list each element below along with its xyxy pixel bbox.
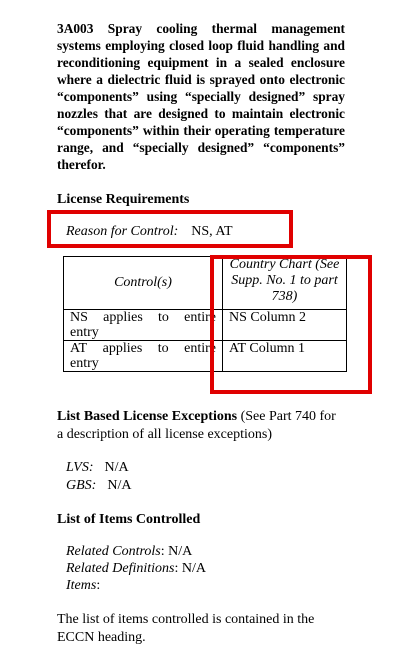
entry-word: entry	[70, 325, 99, 340]
controls-header-cell: Control(s)	[64, 257, 223, 310]
control-applies-line	[70, 341, 216, 356]
control-cell	[64, 310, 223, 341]
applies-word: applies	[102, 341, 143, 356]
items-controlled-title: List of Items Controlled	[57, 512, 201, 527]
items-footer-paragraph	[57, 611, 345, 647]
gbs-label: GBS:	[66, 478, 97, 493]
control-cell	[64, 341, 223, 372]
control-code: AT	[70, 341, 88, 356]
entry-word: entry	[70, 356, 99, 371]
to-word: to	[158, 310, 169, 325]
items-footer-line1	[57, 611, 345, 629]
entire-word: entire	[184, 310, 216, 325]
lvs-line	[66, 459, 129, 477]
gbs-value: N/A	[107, 478, 132, 493]
entire-word: entire	[184, 341, 216, 356]
control-code: NS	[70, 310, 88, 325]
items-suffix: :	[96, 578, 101, 593]
lvs-value: N/A	[104, 460, 129, 475]
control-applies-line	[70, 310, 216, 325]
country-chart-cell: NS Column 2	[223, 310, 347, 341]
items-footer-line1-text: The list of items controlled is contained in the	[57, 612, 315, 627]
lvs-label: LVS:	[66, 460, 94, 475]
reason-for-control-value: NS, AT	[191, 224, 233, 239]
license-exceptions-title-suffix: (See Part 740 for	[237, 409, 336, 424]
related-controls-label: Related Controls	[66, 544, 161, 559]
applies-word: applies	[103, 310, 143, 325]
reason-highlight-box	[47, 210, 293, 248]
related-controls-value: : N/A	[160, 544, 193, 559]
reason-for-control-label: Reason for Control:	[66, 224, 179, 239]
items-label: Items	[66, 578, 97, 593]
country-chart-header-cell: Country Chart (See Supp. No. 1 to part 738)	[223, 257, 347, 310]
related-definitions-line	[66, 560, 206, 578]
items-line	[66, 577, 100, 595]
eccn-heading-paragraph: 3A003 Spray cooling thermal management systems employing closed loop fluid handling and reconditioning equipment in a sealed enclosure where a dielectric fluid is sprayed onto electronic “components” using “specially designed” spray nozzles that are designed to maintain electronic “components” within their operating temperature range, and “specially designed” “components” therefor.	[57, 21, 345, 172]
related-controls-line	[66, 543, 192, 561]
items-footer-line2: ECCN heading.	[57, 630, 146, 645]
license-exceptions-line2: a description of all license exceptions)	[57, 427, 272, 442]
license-requirements-title: License Requirements	[57, 192, 190, 207]
license-exceptions-title: List Based License Exceptions	[57, 409, 238, 424]
country-chart-highlight-box	[210, 255, 372, 394]
country-chart-cell: AT Column 1	[223, 341, 347, 372]
related-definitions-value: : N/A	[174, 561, 206, 576]
gbs-line	[66, 477, 131, 495]
license-exceptions-paragraph	[57, 408, 357, 444]
related-definitions-label: Related Definitions	[66, 561, 175, 576]
to-word: to	[157, 341, 169, 356]
